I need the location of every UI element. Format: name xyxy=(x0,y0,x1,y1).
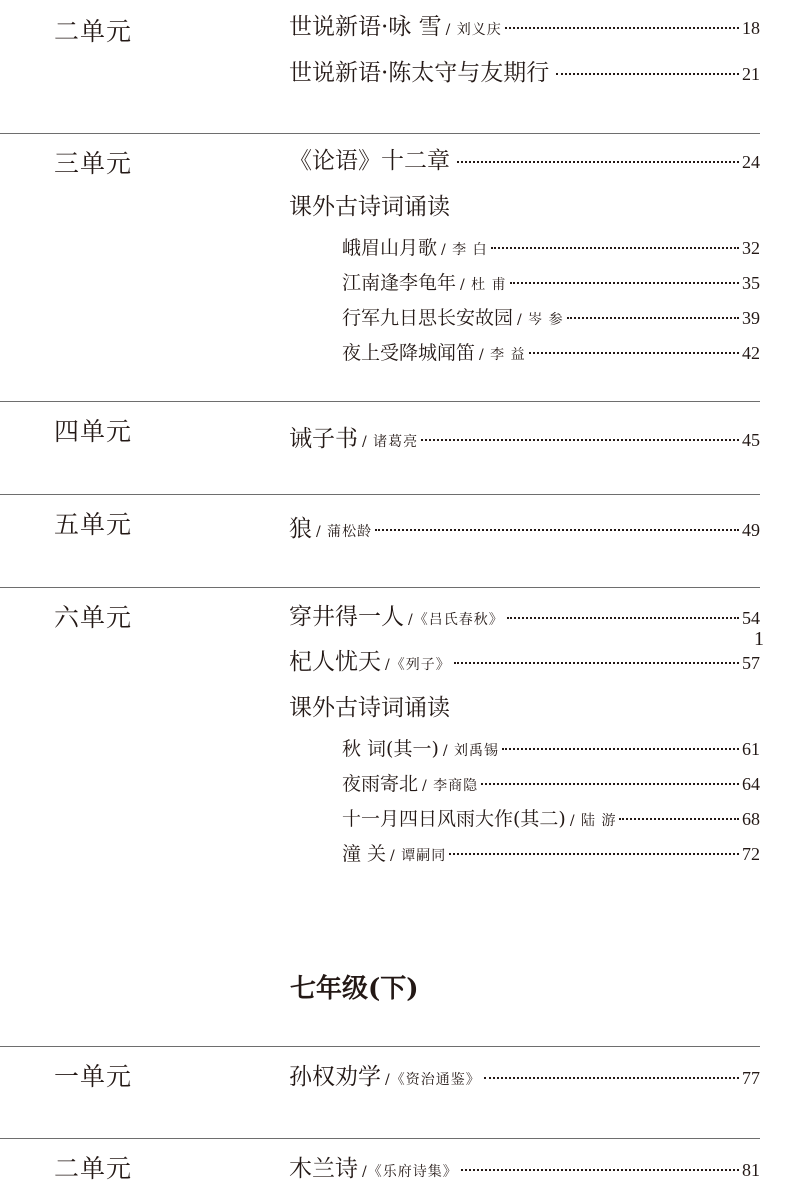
entry-page: 68 xyxy=(742,809,760,829)
toc-poem-entry[interactable] xyxy=(342,303,760,330)
entry-author: / 刘禹锡 xyxy=(442,743,500,759)
entry-title: 诫子书 xyxy=(289,426,358,452)
entry-title: 世说新语·咏 雪 xyxy=(289,14,442,40)
dot-leader xyxy=(510,282,739,284)
unit-label: 五单元 xyxy=(54,510,133,539)
dot-leader xyxy=(619,818,739,820)
dot-leader xyxy=(556,73,739,75)
toc-poem-entry[interactable] xyxy=(342,769,760,796)
toc-entry[interactable] xyxy=(289,643,760,676)
entry-title: 江南逢李龟年 xyxy=(342,272,457,294)
entry-title: 行军九日思长安故园 xyxy=(342,307,514,329)
entry-author: / 李商隐 xyxy=(422,778,479,794)
dot-leader xyxy=(449,853,739,855)
entry-author: / 蒲松龄 xyxy=(316,524,373,540)
entry-page: 77 xyxy=(742,1068,760,1088)
entry-page: 35 xyxy=(742,273,760,293)
entry-author: /《吕氏春秋》 xyxy=(408,612,504,628)
entry-title: 潼 关 xyxy=(342,843,387,865)
entry-title: 《论语》十二章 xyxy=(289,148,450,174)
entry-author: / 李 益 xyxy=(479,347,526,363)
toc-poem-entry[interactable] xyxy=(342,338,760,365)
section-divider xyxy=(0,1046,760,1047)
dot-leader xyxy=(529,352,739,354)
toc-poem-entry[interactable] xyxy=(342,233,760,260)
unit-label: 三单元 xyxy=(54,149,133,178)
toc-entry[interactable] xyxy=(289,142,760,175)
entry-page: 57 xyxy=(742,653,760,673)
entry-title: 杞人忧天 xyxy=(289,649,381,675)
dot-leader xyxy=(481,783,739,785)
dot-leader xyxy=(375,529,739,531)
toc-entry[interactable] xyxy=(289,420,760,453)
toc-entry[interactable] xyxy=(289,54,760,87)
dot-leader xyxy=(491,247,739,249)
entry-author: / 刘义庆 xyxy=(445,22,502,38)
entry-author: / 岑 参 xyxy=(517,312,564,328)
toc-poem-entry[interactable] xyxy=(342,839,760,866)
entry-title: 秋 词(其一) xyxy=(342,738,439,760)
entry-author: / 李 白 xyxy=(441,242,488,258)
toc-entry[interactable] xyxy=(289,1058,760,1091)
dot-leader xyxy=(457,161,739,163)
entry-author: / 陆 游 xyxy=(569,813,617,829)
unit-label: 六单元 xyxy=(54,603,133,632)
toc-poem-entry[interactable] xyxy=(342,734,760,761)
unit-label: 二单元 xyxy=(54,1154,133,1183)
toc-poem-entry[interactable] xyxy=(342,804,760,831)
entry-author: / 谭嗣同 xyxy=(390,848,447,864)
entry-page: 49 xyxy=(742,520,760,540)
entry-title: 穿井得一人 xyxy=(289,604,404,630)
entry-page: 24 xyxy=(742,152,760,172)
section-divider xyxy=(0,401,760,402)
entry-title: 夜雨寄北 xyxy=(342,773,419,795)
section-subheading: 课外古诗词诵读 xyxy=(289,695,450,721)
grade-heading: 七年级(下) xyxy=(290,974,419,1004)
dot-leader xyxy=(484,1077,739,1079)
section-divider xyxy=(0,133,760,134)
entry-author: / 诸葛亮 xyxy=(362,434,419,450)
entry-page: 39 xyxy=(742,308,760,328)
unit-label: 一单元 xyxy=(54,1062,133,1091)
entry-page: 64 xyxy=(742,774,760,794)
entry-title: 夜上受降城闻笛 xyxy=(342,342,476,364)
dot-leader xyxy=(421,439,739,441)
dot-leader xyxy=(461,1169,739,1171)
entry-title: 孙权劝学 xyxy=(289,1064,381,1090)
entry-page: 42 xyxy=(742,343,760,363)
entry-title: 世说新语·陈太守与友期行 xyxy=(289,60,550,86)
unit-label: 四单元 xyxy=(54,417,133,446)
entry-title: 十一月四日风雨大作(其二) xyxy=(342,808,566,830)
entry-author: / 杜 甫 xyxy=(460,277,507,293)
dot-leader xyxy=(502,748,739,750)
dot-leader xyxy=(454,662,739,664)
entry-page: 32 xyxy=(742,238,760,258)
toc-entry[interactable] xyxy=(289,598,760,631)
entry-title: 狼 xyxy=(289,516,312,542)
toc-entry[interactable] xyxy=(289,8,760,41)
entry-page: 18 xyxy=(742,18,760,38)
entry-page: 81 xyxy=(742,1160,760,1180)
section-divider xyxy=(0,587,760,588)
entry-page: 72 xyxy=(742,844,760,864)
entry-page: 54 xyxy=(742,608,760,628)
section-divider xyxy=(0,1138,760,1139)
entry-author: /《列子》 xyxy=(385,657,451,673)
dot-leader xyxy=(567,317,739,319)
entry-title: 峨眉山月歌 xyxy=(342,237,438,259)
page-number: 1 xyxy=(754,628,764,650)
toc-entry[interactable] xyxy=(289,1150,760,1183)
entry-page: 45 xyxy=(742,430,760,450)
toc-poem-entry[interactable] xyxy=(342,268,760,295)
section-subheading: 课外古诗词诵读 xyxy=(289,194,450,220)
toc-entry[interactable] xyxy=(289,510,760,543)
section-divider xyxy=(0,494,760,495)
unit-label: 二单元 xyxy=(54,17,133,46)
entry-page: 61 xyxy=(742,739,760,759)
dot-leader xyxy=(505,27,739,29)
dot-leader xyxy=(507,617,739,619)
entry-page: 21 xyxy=(742,64,760,84)
entry-author: /《乐府诗集》 xyxy=(362,1164,458,1180)
entry-title: 木兰诗 xyxy=(289,1156,358,1182)
entry-author: /《资治通鉴》 xyxy=(385,1072,481,1088)
